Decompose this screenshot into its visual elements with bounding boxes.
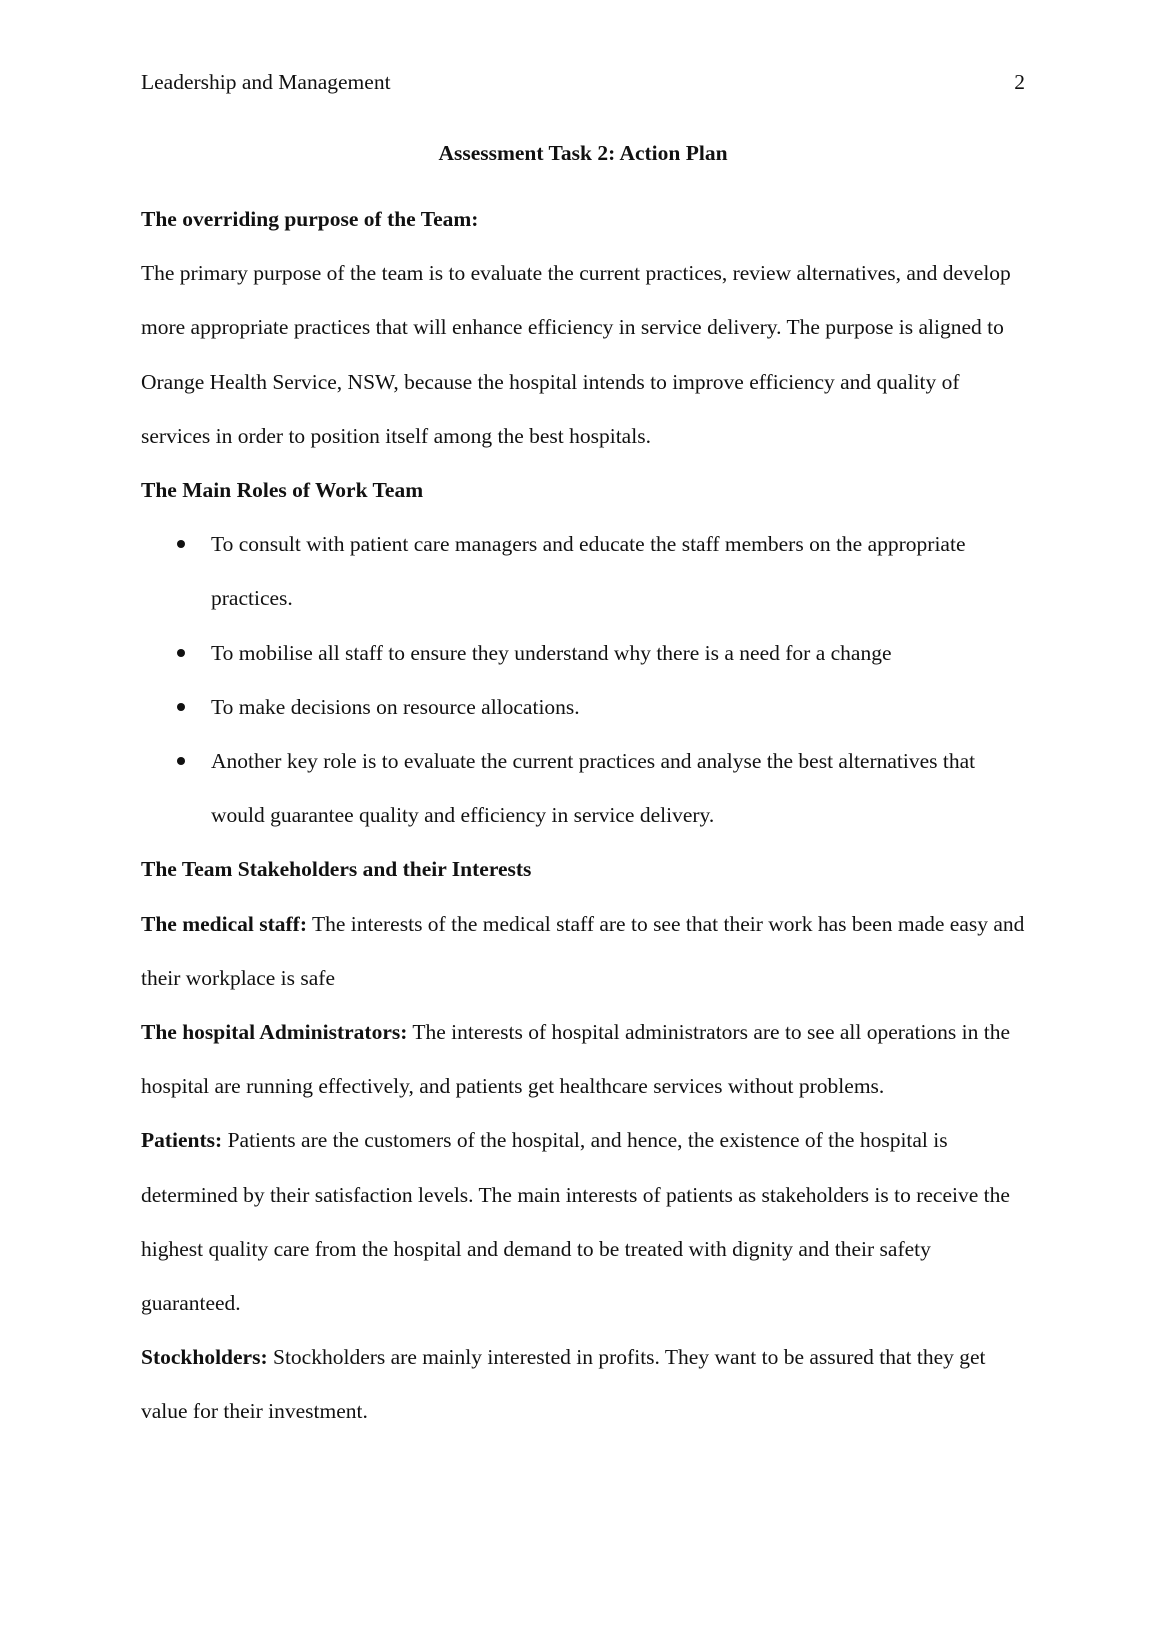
roles-list [141,517,1025,842]
roles-heading: The Main Roles of Work Team [141,478,424,503]
role-text: To consult with patient care managers and educate the staff members on the appropriate practices. [211,532,966,611]
page-number: 2 [1014,70,1025,94]
bullet-icon [177,757,185,765]
list-item [141,734,1025,842]
bullet-icon [177,649,185,657]
bullet-icon [177,540,185,548]
stakeholder-text: Stockholders are mainly interested in profits. They want to be assured that they get value for their investment. [141,1345,986,1424]
list-item [141,680,1025,734]
stakeholder-label: Patients: [141,1128,223,1153]
stakeholder-administrators [141,1005,1025,1113]
role-text: Another key role is to evaluate the current practices and analyse the best alternatives that would guarantee quality and efficiency in service delivery. [211,749,976,828]
stakeholder-text: The interests of hospital administrators are to see all operations in the hospital are running effectively, and patients get healthcare services without problems. [141,1020,1011,1099]
stakeholder-stockholders [141,1330,1025,1438]
stakeholder-medical-staff [141,897,1025,1005]
role-text: To mobilise all staff to ensure they understand why there is a need for a change [211,640,892,665]
document-title: Assessment Task 2: Action Plan [438,141,728,165]
list-item [141,517,1025,625]
document-body [141,192,1025,1439]
purpose-paragraph: The primary purpose of the team is to evaluate the current practices, review alternatives, and develop more appropriate practices that will enhance efficiency in service delivery. The purpose is aligned to Orange Health Service, NSW, because the hospital intends to improve efficiency and quality of services in order to position itself among the best hospitals. [141,261,1011,448]
bullet-icon [177,703,185,711]
stakeholder-patients [141,1113,1025,1330]
purpose-heading: The overriding purpose of the Team: [141,207,479,231]
stakeholder-text: Patients are the customers of the hospital, and hence, the existence of the hospital is determined by their satisfaction levels. The main interests of patients as stakeholders is to receive the highest quality care from the hospital and demand to be treated with dignity and their safety guaranteed. [141,1128,1010,1316]
stakeholder-label: The medical staff: [141,911,307,936]
role-text: To make decisions on resource allocations. [211,694,580,719]
stakeholders-heading: The Team Stakeholders and their Interests [141,857,532,882]
running-header [141,70,1025,100]
stakeholder-text: The interests of the medical staff are to see that their work has been made easy and their workplace is safe [141,911,1025,990]
running-title: Leadership and Management [141,70,391,94]
list-item [141,626,1025,680]
stakeholder-label: Stockholders: [141,1345,268,1370]
stakeholder-label: The hospital Administrators: [141,1020,408,1045]
